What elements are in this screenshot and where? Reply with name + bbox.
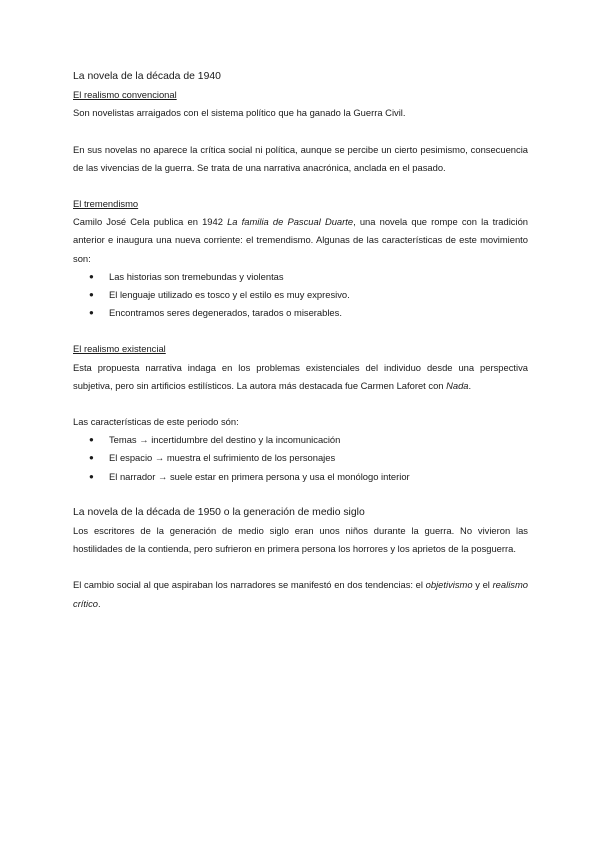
list-item: ● El narrador → suele estar en primera persona y usa el monólogo interior <box>73 468 528 486</box>
list-item: ● Las historias son tremebundas y violentas <box>73 268 528 286</box>
document-page <box>73 68 528 613</box>
list-item: ● El espacio → muestra el sufrimiento de los personajes <box>73 449 528 467</box>
subheading-realismo-convencional: El realismo convencional <box>73 89 177 101</box>
bullet-icon: ● <box>89 471 94 481</box>
paragraph: Los escritores de la generación de medio siglo eran unos niños durante la guerra. No vivieron las hostilidades de la contienda, pero sufrieron en primera persona los horrores y los aprietos de la posguerra. <box>73 525 528 555</box>
italic-term: objetivismo <box>425 579 473 591</box>
list-item: ● Encontramos seres degenerados, tarados o miserables. <box>73 304 528 322</box>
bullet-icon: ● <box>89 435 94 445</box>
italic-term: realismo crítico <box>73 579 528 609</box>
paragraph: Camilo José Cela publica en 1942 La familia de Pascual Duarte, una novela que rompe con la tradición anterior e inaugura una nueva corriente: el tremendismo. Algunas de las características de este movimiento son: <box>73 216 528 264</box>
bullet-icon: ● <box>89 271 94 281</box>
bullet-icon: ● <box>89 308 94 318</box>
list-item: ● El lenguaje utilizado es tosco y el estilo es muy expresivo. <box>73 286 528 304</box>
book-title: La familia de Pascual Duarte <box>227 216 354 228</box>
subheading-tremendismo: El tremendismo <box>73 198 139 210</box>
bullet-icon: ● <box>89 290 94 300</box>
paragraph: En sus novelas no aparece la crítica social ni política, aunque se percibe un cierto pesimismo, consecuencia de las vivencias de la guerra. Se trata de una narrativa anacrónica, anclada en el pasado. <box>73 143 528 173</box>
bullet-list <box>73 268 528 323</box>
paragraph: Esta propuesta narrativa indaga en los problemas existenciales del individuo desde una perspectiva subjetiva, pero sin artificios estilísticos. La autora más destacada fue Carmen Laforet con Nada. <box>73 361 528 391</box>
bullet-icon: ● <box>89 453 94 463</box>
bullet-list <box>73 431 528 486</box>
paragraph: Son novelistas arraigados con el sistema político que ha ganado la Guerra Civil. <box>73 107 406 119</box>
list-item: ● Temas → incertidumbre del destino y la incomunicación <box>73 431 528 449</box>
subheading-realismo-existencial: El realismo existencial <box>73 343 166 355</box>
section-title-1950: La novela de la década de 1950 o la generación de medio siglo <box>73 506 365 518</box>
book-title: Nada <box>446 379 469 391</box>
paragraph: Las características de este periodo són: <box>73 416 239 428</box>
section-title-1940: La novela de la década de 1940 <box>73 71 221 82</box>
paragraph: El cambio social al que aspiraban los narradores se manifestó en dos tendencias: el objetivismo y el realismo crítico. <box>73 579 528 609</box>
